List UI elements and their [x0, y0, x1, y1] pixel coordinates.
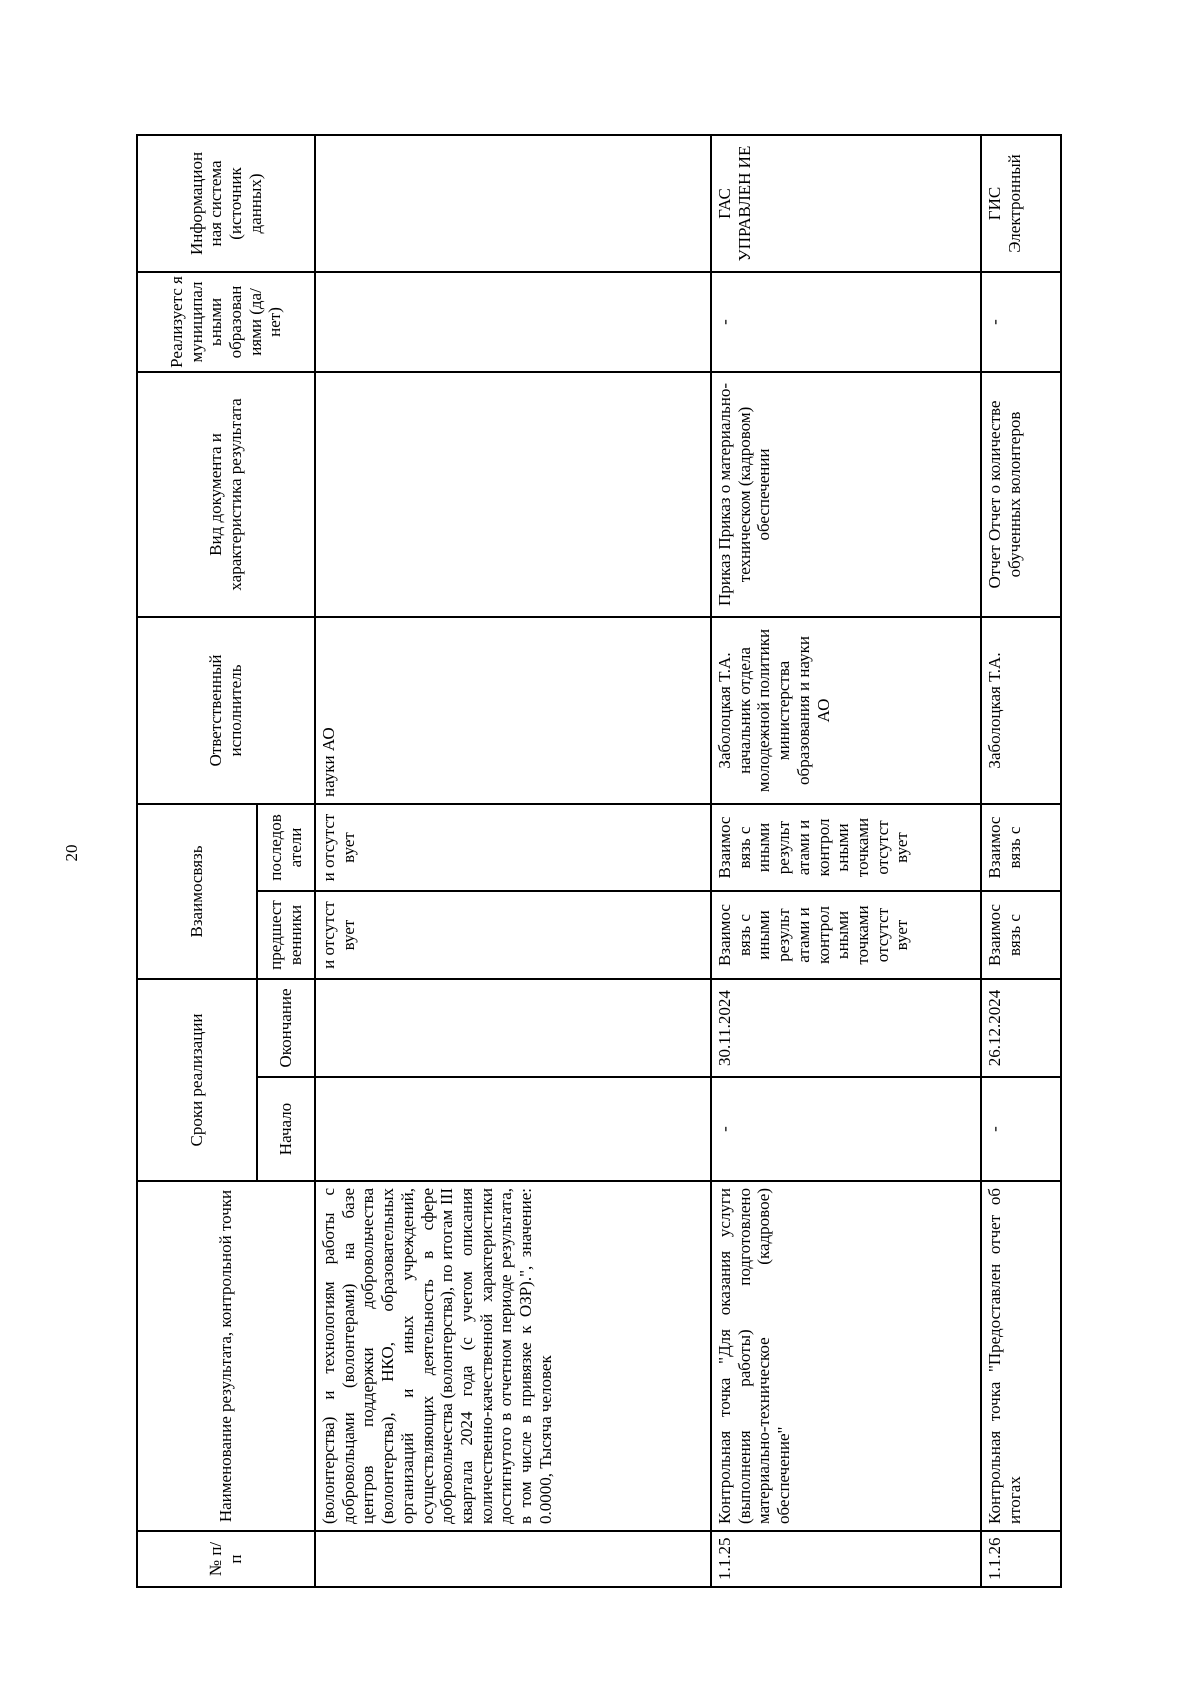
- header-predecessors: предшест венники: [257, 891, 315, 979]
- row-start: [315, 1077, 711, 1181]
- header-start: Начало: [257, 1077, 315, 1181]
- row-successors: Взаимос вязь с иными результ атами и контрол ьными точками отсутст вует: [711, 804, 981, 891]
- header-relation: Взаимосвязь: [137, 804, 257, 979]
- row-successors: и отсутст вует: [315, 804, 711, 891]
- table-row: [711, 135, 981, 1587]
- row-predecessors: Взаимос вязь с иными результ атами и контрол ьными точками отсутст вует: [711, 891, 981, 979]
- row-info: ГИС Электронный: [981, 135, 1061, 272]
- rotated-table-container: [136, 136, 1072, 1588]
- row-responsible: Заболоцкая Т.А. начальник отдела молодежной политики министерства образования и науки АО: [711, 617, 981, 804]
- header-end: Окончание: [257, 979, 315, 1077]
- row-doc: Отчет Отчет о количестве обученных волонтеров: [981, 372, 1061, 617]
- header-info: Информацион ная система (источник данных): [137, 135, 315, 272]
- header-successors: последов атели: [257, 804, 315, 891]
- table-row: [981, 135, 1061, 1587]
- row-name: Контрольная точка "Предоставлен отчет об итогах: [981, 1181, 1061, 1531]
- row-info: ГАС УПРАВЛЕН ИЕ: [711, 135, 981, 272]
- row-name: Контрольная точка "Для оказания услуги (выполнения работы) подготовлено материально-техническое (кадровое) обеспечение": [711, 1181, 981, 1531]
- row-start: -: [981, 1077, 1061, 1181]
- row-info: [315, 135, 711, 272]
- header-responsible: Ответственный исполнитель: [137, 617, 315, 804]
- row-end: [315, 979, 711, 1077]
- row-num: 1.1.26: [981, 1531, 1061, 1587]
- row-municipal: -: [711, 272, 981, 372]
- plan-table: [136, 134, 1062, 1588]
- table-row: [315, 135, 711, 1587]
- row-name: (волонтерства) и технологиям работы с добровольцами (волонтерами) на базе центров поддержки добровольчества (волонтерства), НКО, образовательных организаций и иных учреждений, осуществляющих деятельность в сфере добровольчества (волонтерства), по итогам III квартала 2024 года (с учетом описания количественно-качественной характеристики достигнутого в отчетном периоде результата, в том числе в привязке к ОЗР).", значение: 0.0000, Тысяча человек: [315, 1181, 711, 1531]
- row-doc: Приказ Приказ о материально-техническом (кадровом) обеспечении: [711, 372, 981, 617]
- row-end: 30.11.2024: [711, 979, 981, 1077]
- row-num: 1.1.25: [711, 1531, 981, 1587]
- header-municipal: Реализуетс я муниципал ьными образован иями (да/нет): [137, 272, 315, 372]
- row-responsible: Заболоцкая Т.А.: [981, 617, 1061, 804]
- header-name: Наименование результата, контрольной точки: [137, 1181, 315, 1531]
- header-num: № п/п: [137, 1531, 315, 1587]
- row-doc: [315, 372, 711, 617]
- row-predecessors: Взаимос вязь с: [981, 891, 1061, 979]
- row-municipal: -: [981, 272, 1061, 372]
- header-period: Сроки реализации: [137, 979, 257, 1181]
- page-number: 20: [62, 844, 81, 862]
- row-predecessors: и отсутст вует: [315, 891, 711, 979]
- header-doc: Вид документа и характеристика результата: [137, 372, 315, 617]
- row-municipal: [315, 272, 711, 372]
- row-num: [315, 1531, 711, 1587]
- row-successors: Взаимос вязь с: [981, 804, 1061, 891]
- header-row-1: [137, 135, 257, 1587]
- row-start: -: [711, 1077, 981, 1181]
- row-responsible: науки АО: [315, 617, 711, 804]
- row-end: 26.12.2024: [981, 979, 1061, 1077]
